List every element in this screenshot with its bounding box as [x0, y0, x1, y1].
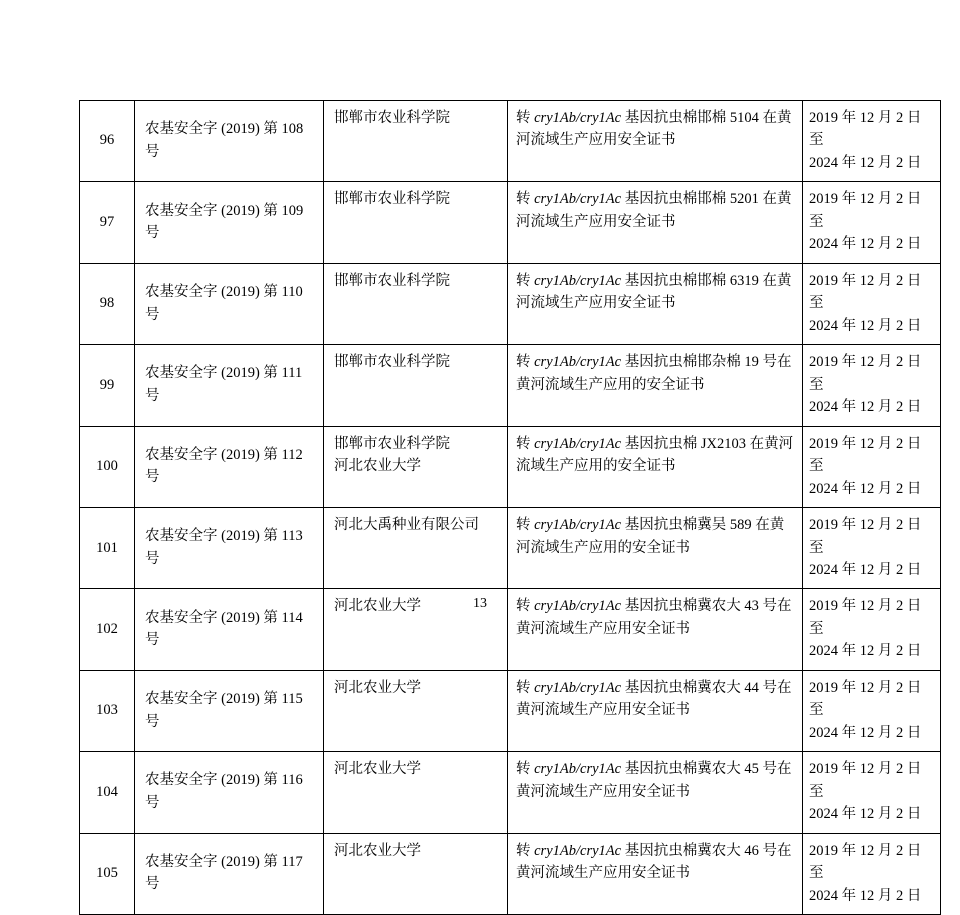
description-prefix: 转 — [516, 842, 535, 859]
description-cell — [508, 101, 803, 182]
valid-from: 2019 年 12 月 2 日至 — [809, 842, 922, 882]
table-row — [80, 101, 941, 182]
row-index: 101 — [80, 508, 135, 589]
description-prefix: 转 — [516, 435, 535, 452]
description-prefix: 转 — [516, 110, 535, 126]
validity-period-cell — [803, 670, 941, 751]
organization-cell — [324, 101, 508, 182]
organization-name: 河北农业大学 — [334, 761, 421, 778]
organization-cell — [324, 345, 508, 426]
gene-name: cry1Ab/cry1Ac — [534, 354, 622, 371]
description-suffix: 基因抗虫棉邯棉 6319 在黄河流域生产应用安全证书 — [516, 272, 792, 312]
organization-cell — [324, 426, 508, 507]
safety-certificate-table — [79, 100, 941, 915]
row-index: 97 — [80, 182, 135, 263]
table-row — [80, 508, 941, 589]
valid-from: 2019 年 12 月 2 日至 — [809, 517, 922, 556]
description-suffix: 基因抗虫棉冀农大 44 号在黄河流域生产应用安全证书 — [516, 679, 792, 719]
page-number: 13 — [473, 596, 487, 611]
valid-to: 2024 年 12 月 2 日 — [809, 480, 922, 497]
table-row — [80, 345, 941, 426]
validity-period-cell — [803, 101, 941, 182]
organization-name: 河北农业大学 — [334, 458, 421, 475]
valid-from: 2019 年 12 月 2 日至 — [809, 110, 922, 149]
description-cell — [508, 345, 803, 426]
gene-name: cry1Ab/cry1Ac — [534, 110, 622, 126]
certificate-number: 农基安全字 (2019) 第 110 号 — [135, 263, 324, 344]
description-suffix: 基因抗虫棉冀吴 589 在黄河流域生产应用的安全证书 — [516, 517, 785, 556]
valid-from: 2019 年 12 月 2 日至 — [809, 191, 922, 230]
organization-cell — [324, 508, 508, 589]
certificate-number: 农基安全字 (2019) 第 113 号 — [135, 508, 324, 589]
organization-cell — [324, 670, 508, 751]
table-row — [80, 833, 941, 914]
description-prefix: 转 — [516, 598, 535, 615]
validity-period-cell — [803, 752, 941, 833]
gene-name: cry1Ab/cry1Ac — [534, 761, 622, 778]
certificate-number: 农基安全字 (2019) 第 116 号 — [135, 752, 324, 833]
valid-to: 2024 年 12 月 2 日 — [809, 724, 922, 741]
description-cell — [508, 263, 803, 344]
organization-name: 河北大禹种业有限公司 — [334, 517, 479, 534]
row-index: 96 — [80, 101, 135, 182]
validity-period-cell — [803, 508, 941, 589]
row-index: 105 — [80, 833, 135, 914]
description-prefix: 转 — [516, 272, 535, 289]
organization-name: 河北农业大学 — [334, 679, 421, 696]
organization-cell — [324, 263, 508, 344]
organization-name: 邯郸市农业科学院 — [334, 110, 450, 126]
organization-cell — [324, 752, 508, 833]
description-prefix: 转 — [516, 761, 535, 778]
certificate-number: 农基安全字 (2019) 第 114 号 — [135, 589, 324, 670]
table-body — [80, 101, 941, 915]
table-row — [80, 426, 941, 507]
gene-name: cry1Ab/cry1Ac — [534, 598, 622, 615]
organization-name: 河北农业大学 — [334, 598, 421, 615]
validity-period-cell — [803, 345, 941, 426]
row-index: 104 — [80, 752, 135, 833]
gene-name: cry1Ab/cry1Ac — [534, 272, 622, 289]
description-cell — [508, 426, 803, 507]
table-row — [80, 670, 941, 751]
valid-from: 2019 年 12 月 2 日至 — [809, 354, 922, 393]
row-index: 100 — [80, 426, 135, 507]
valid-to: 2024 年 12 月 2 日 — [809, 399, 922, 416]
table-row — [80, 263, 941, 344]
description-suffix: 基因抗虫棉邯棉 5201 在黄河流域生产应用安全证书 — [516, 191, 792, 230]
description-cell — [508, 182, 803, 263]
description-cell — [508, 833, 803, 914]
gene-name: cry1Ab/cry1Ac — [534, 842, 622, 859]
valid-to: 2024 年 12 月 2 日 — [809, 806, 922, 823]
valid-to: 2024 年 12 月 2 日 — [809, 643, 922, 660]
description-prefix: 转 — [516, 679, 535, 696]
valid-from: 2019 年 12 月 2 日至 — [809, 272, 922, 312]
description-cell — [508, 670, 803, 751]
description-suffix: 基因抗虫棉冀农大 46 号在黄河流域生产应用安全证书 — [516, 842, 792, 882]
validity-period-cell — [803, 833, 941, 914]
valid-from: 2019 年 12 月 2 日至 — [809, 598, 922, 637]
organization-name: 邯郸市农业科学院 — [334, 435, 450, 452]
description-prefix: 转 — [516, 354, 535, 371]
description-prefix: 转 — [516, 517, 535, 534]
row-index: 103 — [80, 670, 135, 751]
description-suffix: 基因抗虫棉冀农大 43 号在黄河流域生产应用安全证书 — [516, 598, 792, 637]
organization-cell — [324, 833, 508, 914]
description-prefix: 转 — [516, 191, 535, 208]
organization-name: 河北农业大学 — [334, 842, 421, 859]
table-row — [80, 182, 941, 263]
gene-name: cry1Ab/cry1Ac — [534, 517, 622, 534]
validity-period-cell — [803, 426, 941, 507]
certificate-number: 农基安全字 (2019) 第 115 号 — [135, 670, 324, 751]
row-index: 102 — [80, 589, 135, 670]
valid-to: 2024 年 12 月 2 日 — [809, 317, 922, 334]
certificate-number: 农基安全字 (2019) 第 108 号 — [135, 101, 324, 182]
description-suffix: 基因抗虫棉冀农大 45 号在黄河流域生产应用安全证书 — [516, 761, 792, 800]
certificate-number: 农基安全字 (2019) 第 109 号 — [135, 182, 324, 263]
organization-name: 邯郸市农业科学院 — [334, 354, 450, 371]
row-index: 99 — [80, 345, 135, 426]
gene-name: cry1Ab/cry1Ac — [534, 435, 622, 452]
valid-to: 2024 年 12 月 2 日 — [809, 154, 922, 171]
description-suffix: 基因抗虫棉邯棉 5104 在黄河流域生产应用安全证书 — [516, 110, 792, 149]
valid-to: 2024 年 12 月 2 日 — [809, 887, 922, 904]
validity-period-cell — [803, 263, 941, 344]
row-index: 98 — [80, 263, 135, 344]
certificate-number: 农基安全字 (2019) 第 117 号 — [135, 833, 324, 914]
certificate-number: 农基安全字 (2019) 第 112 号 — [135, 426, 324, 507]
description-cell — [508, 508, 803, 589]
description-suffix: 基因抗虫棉 JX2103 在黄河流域生产应用的安全证书 — [516, 435, 794, 475]
valid-to: 2024 年 12 月 2 日 — [809, 236, 922, 253]
organization-name: 邯郸市农业科学院 — [334, 272, 450, 289]
valid-from: 2019 年 12 月 2 日至 — [809, 761, 922, 800]
description-cell — [508, 752, 803, 833]
table-row — [80, 752, 941, 833]
valid-to: 2024 年 12 月 2 日 — [809, 561, 922, 578]
organization-name: 邯郸市农业科学院 — [334, 191, 450, 208]
certificate-number: 农基安全字 (2019) 第 111 号 — [135, 345, 324, 426]
validity-period-cell — [803, 182, 941, 263]
organization-cell — [324, 182, 508, 263]
gene-name: cry1Ab/cry1Ac — [534, 191, 622, 208]
gene-name: cry1Ab/cry1Ac — [534, 679, 622, 696]
valid-from: 2019 年 12 月 2 日至 — [809, 679, 922, 719]
description-suffix: 基因抗虫棉邯杂棉 19 号在黄河流域生产应用的安全证书 — [516, 354, 792, 393]
valid-from: 2019 年 12 月 2 日至 — [809, 435, 922, 475]
